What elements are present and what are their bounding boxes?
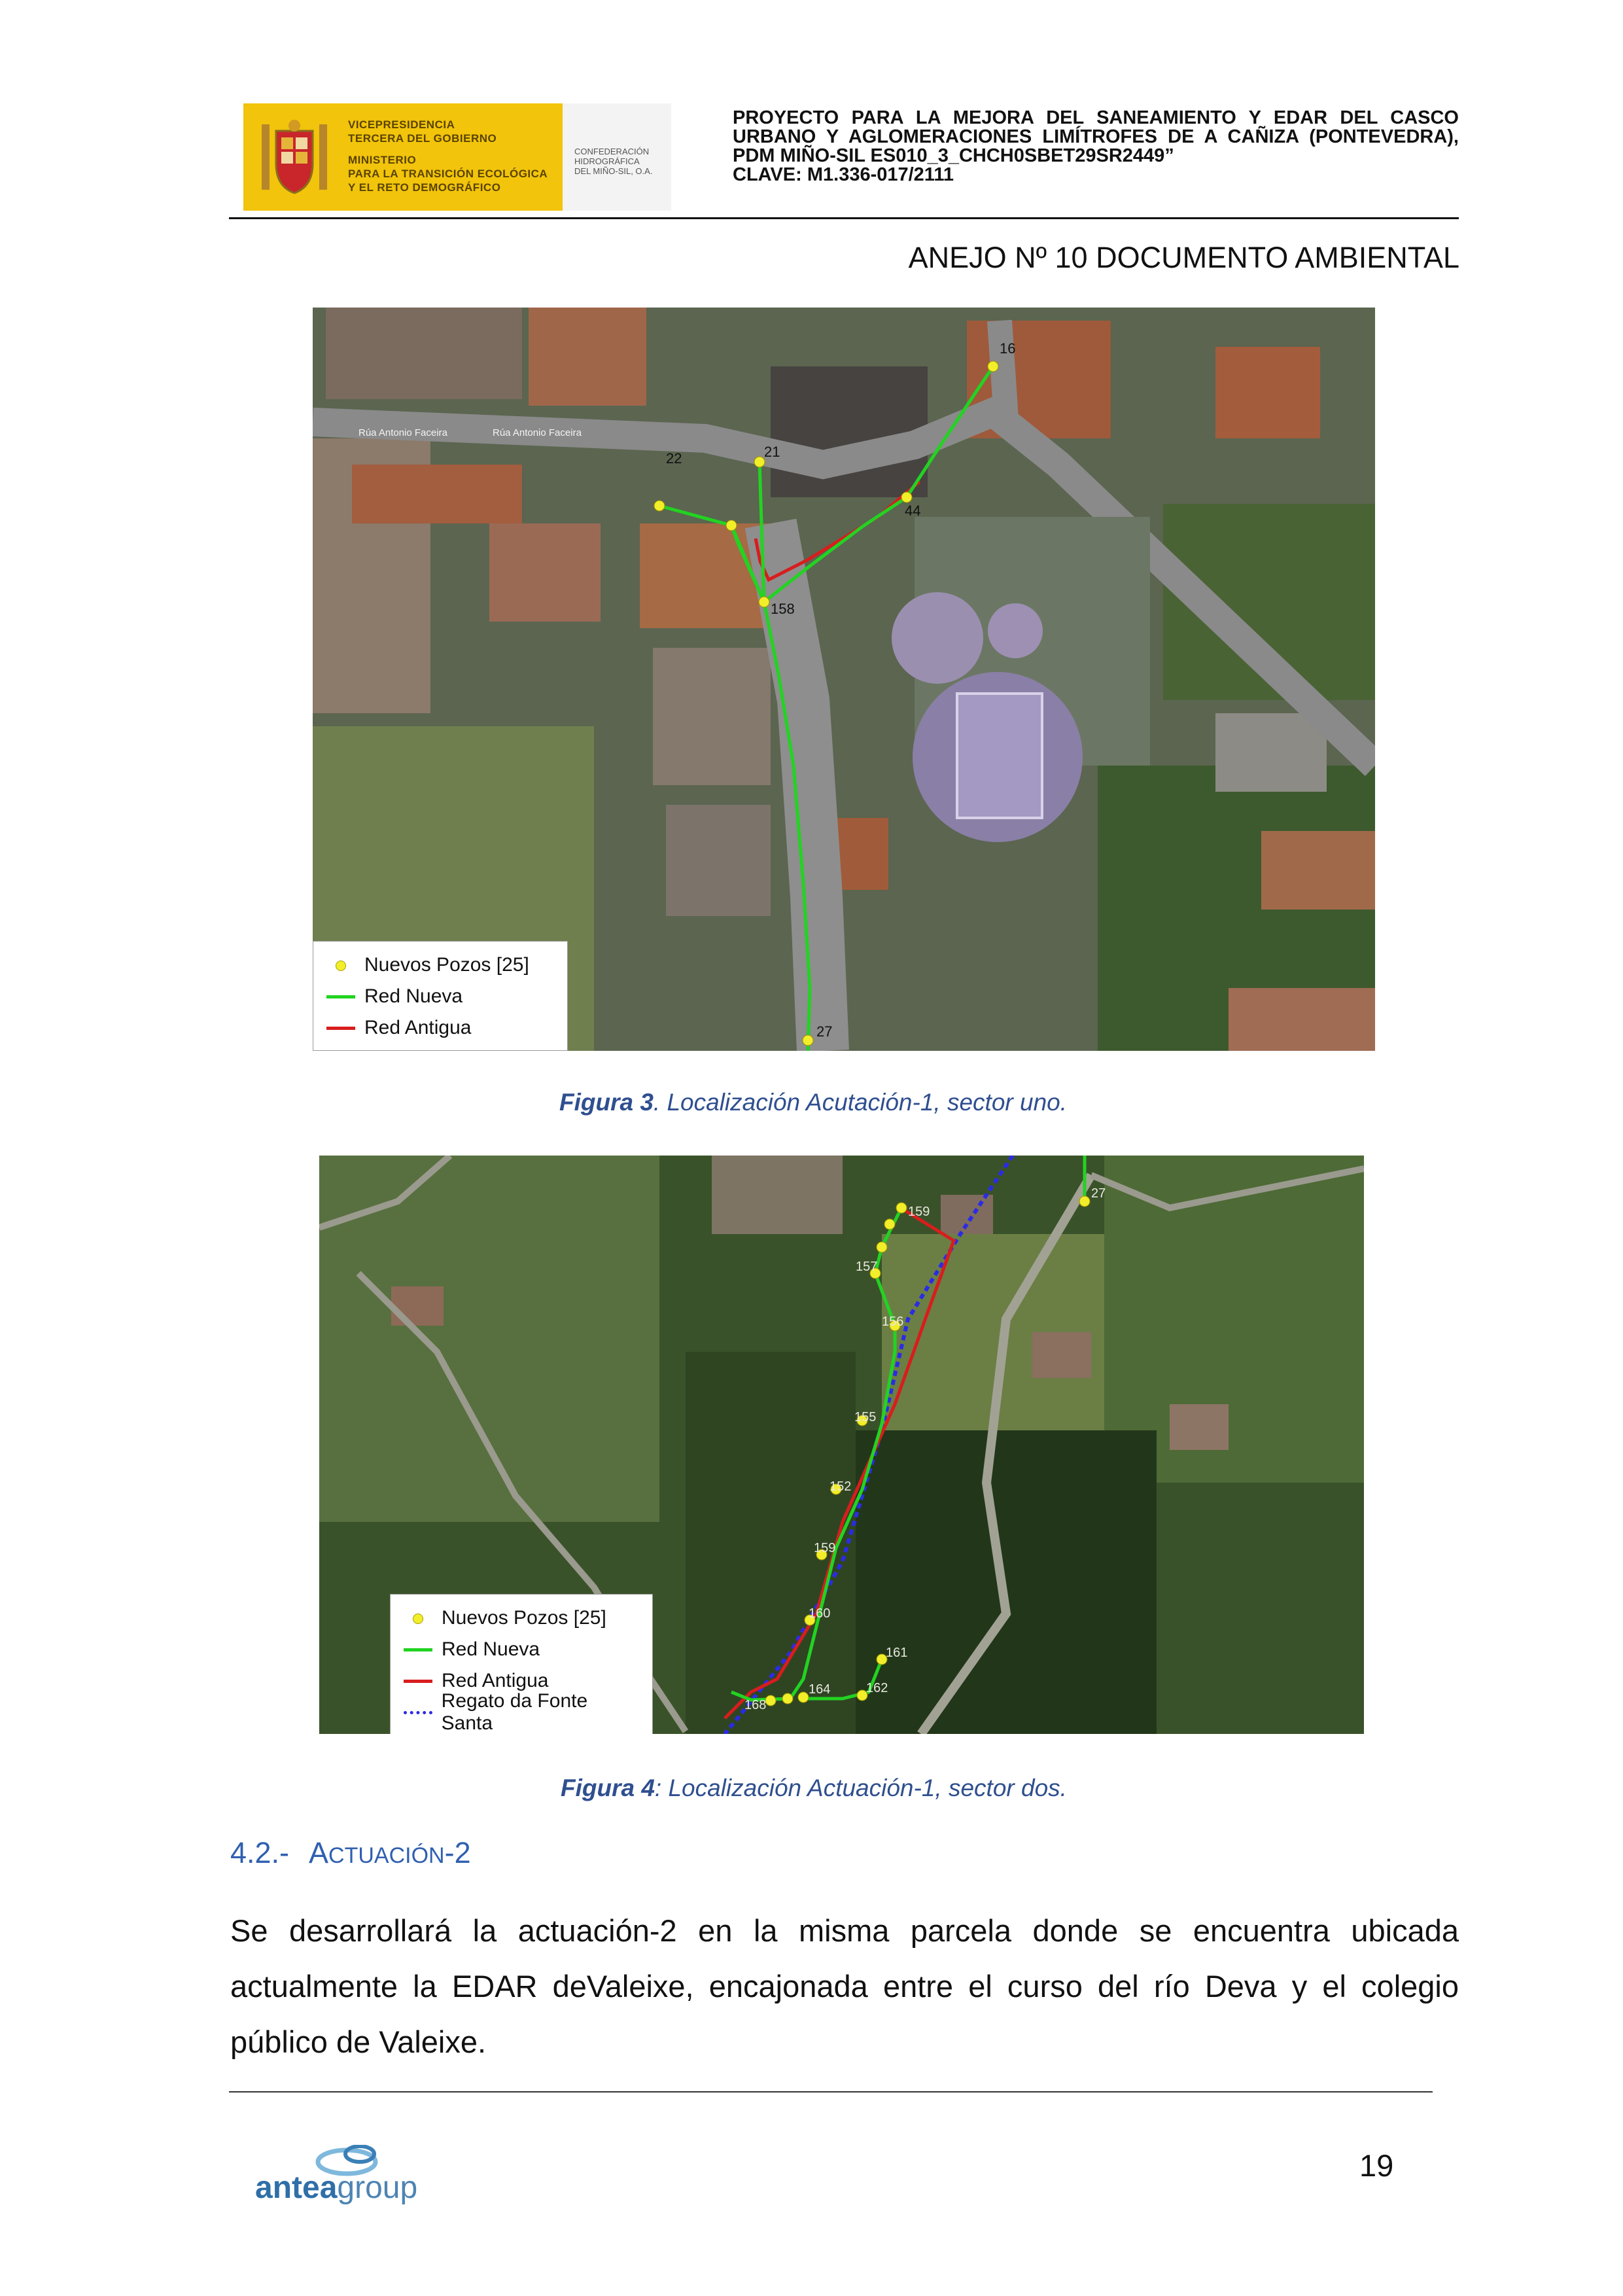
map-point-label: 22 <box>666 450 682 467</box>
antea-group-logo-text: anteagroup <box>255 2170 418 2205</box>
map-point-label: 27 <box>1091 1186 1106 1201</box>
map-point-label: 157 <box>856 1260 878 1274</box>
figure-3-satellite-image <box>313 308 1375 1051</box>
government-logo <box>243 103 563 211</box>
map-point-label: 155 <box>854 1410 877 1424</box>
chs-logo-text: CONFEDERACIÓN HIDROGRÁFICA DEL MIÑO-SIL, O.A. <box>574 147 653 176</box>
map-point-label: 159 <box>814 1541 836 1555</box>
yellow-dot-icon <box>323 959 359 972</box>
project-title <box>733 109 1459 185</box>
map-point-label: 164 <box>809 1682 831 1697</box>
figure-3-caption: Figura 3. Localización Acutación-1, sector uno. <box>559 1089 1068 1116</box>
project-clave: CLAVE: M1.336-017/2111 <box>733 164 954 185</box>
map-point-label: 16 <box>1000 340 1016 357</box>
figure-4-map <box>319 1156 1364 1734</box>
chs-logo <box>563 103 671 211</box>
legend-item-red-antigua: Red Antigua <box>323 1012 558 1044</box>
map-point-label: 156 <box>882 1315 904 1329</box>
section-number: 4.2.- <box>230 1836 290 1869</box>
green-line-icon <box>400 1643 436 1656</box>
red-line-icon <box>400 1674 436 1687</box>
street-label: Rúa Antonio Faceira <box>493 427 582 438</box>
figure-4-legend <box>390 1594 653 1734</box>
map-point-label: 159 <box>908 1205 930 1219</box>
map-point-label: 27 <box>816 1023 833 1040</box>
green-line-icon <box>323 990 359 1003</box>
map-point-label: 44 <box>905 503 921 519</box>
section-title: ACTUACIÓN-2 <box>309 1836 471 1869</box>
coat-of-arms-icon <box>258 118 331 198</box>
red-line-icon <box>323 1021 359 1034</box>
blue-dotted-line-icon <box>400 1706 436 1719</box>
legend-item-red-nueva: Red Nueva <box>400 1634 643 1665</box>
street-label: Rúa Antonio Faceira <box>358 427 447 438</box>
page-number: 19 <box>1359 2148 1394 2183</box>
map-point-label: 161 <box>886 1646 908 1660</box>
legend-item-regato: Regato da Fonte Santa <box>400 1697 643 1728</box>
figure-4-caption: Figura 4: Localización Actuación-1, sector dos. <box>561 1775 1067 1801</box>
header-divider <box>229 217 1459 219</box>
map-point-label: 168 <box>744 1698 767 1712</box>
map-point-label: 162 <box>866 1681 888 1695</box>
figure-3-legend <box>313 941 568 1051</box>
map-point-label: 158 <box>771 601 795 617</box>
map-point-label: 21 <box>764 444 780 460</box>
annex-title: ANEJO Nº 10 DOCUMENTO AMBIENTAL <box>908 241 1459 274</box>
project-title-text: PROYECTO PARA LA MEJORA DEL SANEAMIENTO Y EDAR DEL CASCO URBANO Y AGLOMERACIONES LIMÍTROFES DE A CAÑIZA (PONTEVEDRA), PDM MIÑO-SIL ES010_3_CHCH0SBET29SR2449” <box>733 107 1459 166</box>
footer-divider <box>229 2091 1433 2093</box>
legend-item-nuevos-pozos: Nuevos Pozos [25] <box>400 1602 643 1634</box>
section-paragraph: Se desarrollará la actuación-2 en la misma parcela donde se encuentra ubicada actualmente la EDAR deValeixe, encajonada entre el curso del río Deva y el colegio público de Valeixe. <box>230 1913 1459 2059</box>
legend-item-nuevos-pozos: Nuevos Pozos [25] <box>323 949 558 981</box>
map-point-label: 160 <box>809 1606 831 1621</box>
legend-item-red-antigua: Red Antigua <box>400 1665 643 1697</box>
legend-item-red-nueva: Red Nueva <box>323 981 558 1012</box>
yellow-dot-icon <box>400 1612 436 1625</box>
government-logo-text: VICEPRESIDENCIA TERCERA DEL GOBIERNO MINISTERIO PARA LA TRANSICIÓN ECOLÓGICA Y EL RETO DEMOGRÁFICO <box>348 118 548 194</box>
figure-3-map <box>313 308 1375 1051</box>
map-point-label: 152 <box>829 1479 852 1494</box>
